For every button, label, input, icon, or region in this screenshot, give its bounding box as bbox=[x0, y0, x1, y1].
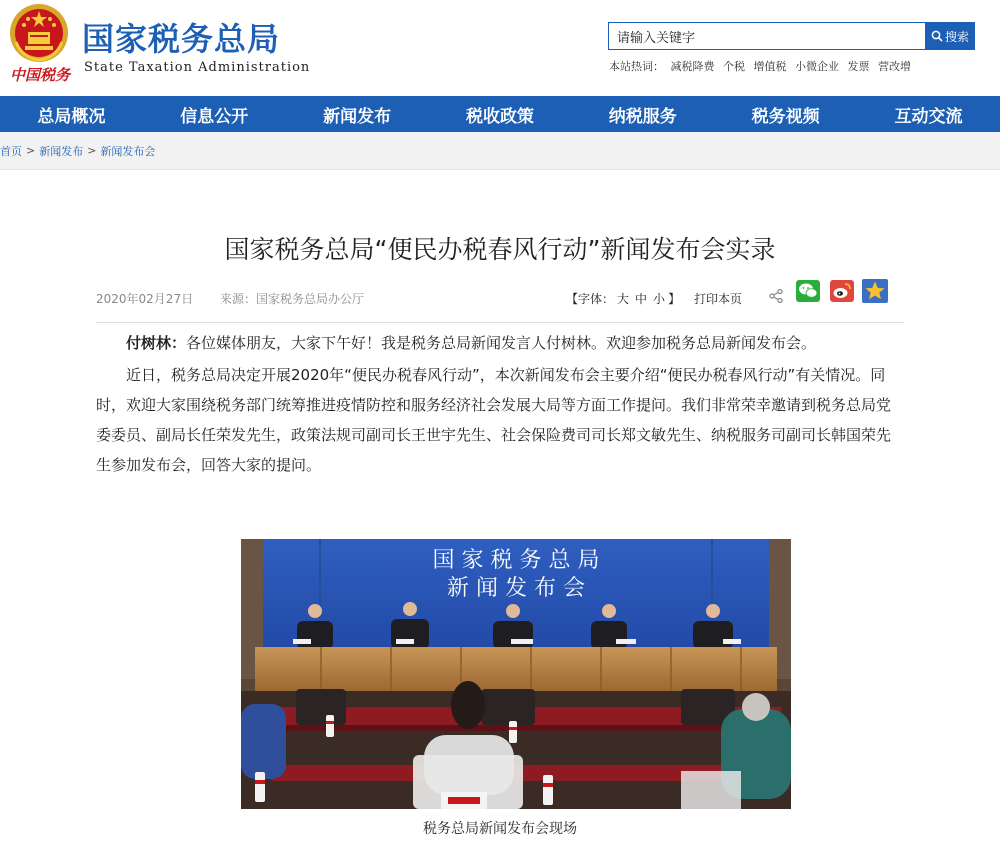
hot-words bbox=[609, 58, 916, 74]
breadcrumb-news[interactable]: 新闻发布 bbox=[39, 144, 84, 158]
breadcrumb-press-conference[interactable]: 新闻发布会 bbox=[100, 144, 156, 158]
breadcrumb-separator: > bbox=[87, 144, 97, 157]
nav-item-info[interactable]: 信息公开 bbox=[180, 106, 249, 127]
hot-word[interactable]: 个税 bbox=[723, 60, 745, 73]
hot-word[interactable]: 营改增 bbox=[878, 60, 911, 73]
paragraph bbox=[96, 328, 904, 358]
font-size-medium[interactable]: 中 bbox=[635, 292, 648, 306]
nav-item-news[interactable]: 新闻发布 bbox=[323, 106, 392, 127]
article-title: 国家税务总局“便民办税春风行动”新闻发布会实录 bbox=[224, 235, 776, 264]
site-name-english: State Taxation Administration bbox=[84, 60, 311, 75]
calligraphy-logo-text: 中国税务 bbox=[10, 66, 71, 84]
font-size-large[interactable]: 大 bbox=[617, 292, 630, 306]
nav-item-policy[interactable]: 税收政策 bbox=[465, 106, 534, 127]
font-size-close: 】 bbox=[668, 292, 681, 306]
meta-divider bbox=[96, 322, 904, 323]
font-size-small[interactable]: 小 bbox=[653, 292, 666, 306]
search-icon bbox=[931, 30, 943, 42]
hot-word[interactable]: 发票 bbox=[847, 60, 870, 73]
paragraph-text: 近日，税务总局决定开展2020年“便民办税春风行动”，本次新闻发布会主要介绍“便民办税春风行动”有关情况。同时，欢迎大家围绕税务部门统筹推进疫情防控和服务经济社会发展大局等方面工作提问。我们非常荣幸邀请到税务总局党委委员、副局长任荣发先生，政策法规司副司长王世宇先生、社会保险费司司长郑文敏先生、纳税服务司副司长韩国荣先生参加发布会，回答大家的提问。 bbox=[96, 366, 892, 474]
paragraph-text: 各位媒体朋友，大家下午好！我是税务总局新闻发言人付树林。欢迎参加税务总局新闻发布会。 bbox=[186, 334, 817, 352]
hot-word[interactable]: 小微企业 bbox=[795, 60, 839, 73]
search-input[interactable] bbox=[608, 22, 926, 50]
national-emblem-icon bbox=[8, 2, 70, 64]
hot-word[interactable]: 减税降费 bbox=[670, 60, 715, 73]
article-meta bbox=[96, 288, 904, 312]
print-button[interactable]: 打印本页 bbox=[694, 292, 743, 306]
search-button-label: 搜索 bbox=[944, 29, 969, 44]
photo-banner-line2: 新 闻 发 布 会 bbox=[447, 576, 585, 601]
main-nav bbox=[0, 96, 1000, 132]
wechat-icon[interactable] bbox=[796, 280, 820, 302]
nav-item-video[interactable]: 税务视频 bbox=[751, 106, 820, 127]
breadcrumb bbox=[0, 132, 1000, 170]
speaker-name: 付树林： bbox=[126, 334, 187, 352]
article-source: 来源：国家税务总局办公厅 bbox=[220, 292, 365, 306]
hot-word[interactable]: 增值税 bbox=[753, 60, 787, 73]
photo-caption: 税务总局新闻发布会现场 bbox=[423, 821, 577, 837]
nav-item-overview[interactable]: 总局概况 bbox=[37, 106, 106, 127]
breadcrumb-home[interactable]: 首页 bbox=[0, 144, 22, 158]
photo-banner-line1: 国 家 税 务 总 局 bbox=[432, 548, 600, 573]
weibo-icon[interactable] bbox=[830, 280, 854, 302]
share-icon[interactable] bbox=[768, 288, 784, 304]
press-conference-photo bbox=[241, 539, 791, 809]
search-button[interactable] bbox=[925, 22, 975, 50]
breadcrumb-separator: > bbox=[26, 144, 36, 157]
site-name[interactable]: 国家税务总局 bbox=[82, 20, 281, 58]
favorite-star-icon[interactable] bbox=[862, 279, 888, 303]
paragraph bbox=[96, 360, 904, 480]
nav-item-interaction[interactable]: 互动交流 bbox=[894, 106, 963, 127]
article-date: 2020年02月27日 bbox=[96, 292, 194, 306]
hot-words-label: 本站热词： bbox=[609, 60, 664, 73]
site-header bbox=[0, 0, 1000, 96]
font-size-control bbox=[566, 290, 680, 307]
article-body bbox=[96, 328, 904, 482]
font-size-label: 【字体： bbox=[566, 292, 615, 306]
nav-item-service[interactable]: 纳税服务 bbox=[608, 106, 677, 127]
